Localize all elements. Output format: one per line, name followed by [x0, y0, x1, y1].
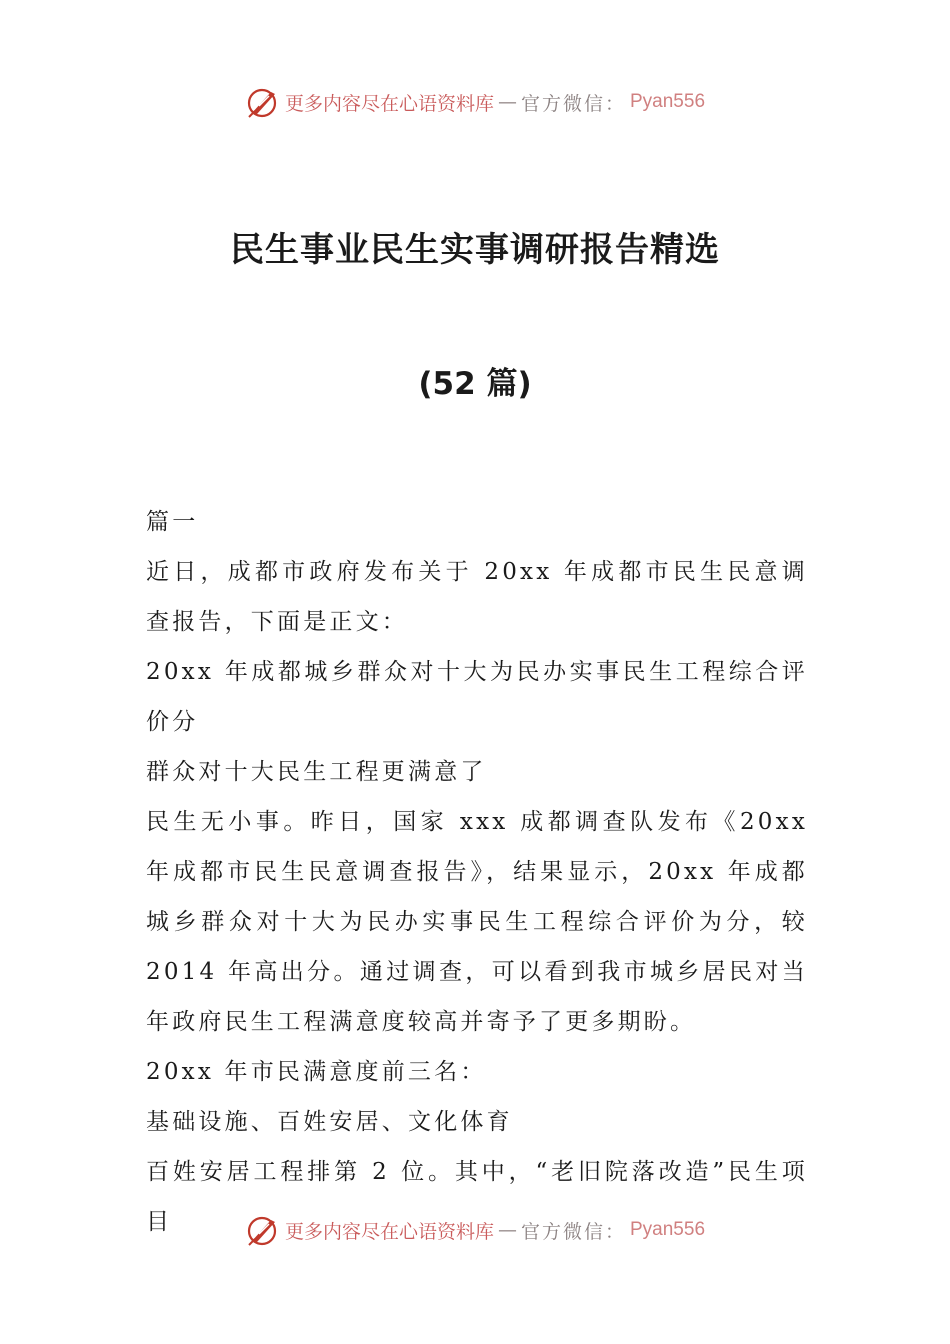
- paragraph: 百姓安居工程排第 2 位。其中，“老旧院落改造”民生项目: [146, 1159, 808, 1235]
- document-subtitle: (52 篇): [418, 366, 532, 402]
- section-label: 篇一: [146, 509, 199, 535]
- quill-logo-icon: [245, 1212, 281, 1248]
- paragraph: 20xx 年市民满意度前三名：: [146, 1059, 487, 1085]
- document-body: [146, 497, 808, 1247]
- watermark-main-text: 更多内容尽在心语资料库: [284, 1220, 494, 1243]
- paragraph: 民生无小事。昨日，国家 xxx 成都调查队发布《20xx 年成都市民生民意调查报告》，结果显示，20xx 年成都城乡群众对十大为民办实事民生工程综合评价为分，较 2014 年高出分。通过调查，可以看到我市城乡居民对当年政府民生工程满意度较高并寄予了更多期盼。: [146, 809, 808, 1035]
- paragraph: 20xx 年成都城乡群众对十大为民办实事民生工程综合评价分: [146, 659, 808, 735]
- watermark-wechat-id: Pyan556: [630, 1219, 706, 1240]
- paragraph: 群众对十大民生工程更满意了: [146, 759, 487, 785]
- watermark-sub-text: 官方微信：: [520, 92, 626, 115]
- document-title: 民生事业民生实事调研报告精选: [230, 230, 720, 270]
- watermark-banner: [245, 1212, 705, 1248]
- header-watermark: [0, 82, 950, 122]
- watermark-main-text: 更多内容尽在心语资料库: [284, 92, 494, 115]
- paragraph: 基础设施、百姓安居、文化体育: [146, 1109, 513, 1135]
- watermark-sub-text: 官方微信：: [520, 1220, 626, 1243]
- watermark-wechat-id: Pyan556: [630, 91, 706, 112]
- watermark-dash: —: [497, 1219, 517, 1241]
- watermark-dash: —: [497, 91, 517, 113]
- quill-logo-icon: [245, 84, 281, 120]
- watermark-banner: [245, 84, 705, 120]
- paragraph: 近日，成都市政府发布关于 20xx 年成都市民生民意调查报告，下面是正文：: [146, 559, 808, 635]
- footer-watermark: [0, 1210, 950, 1250]
